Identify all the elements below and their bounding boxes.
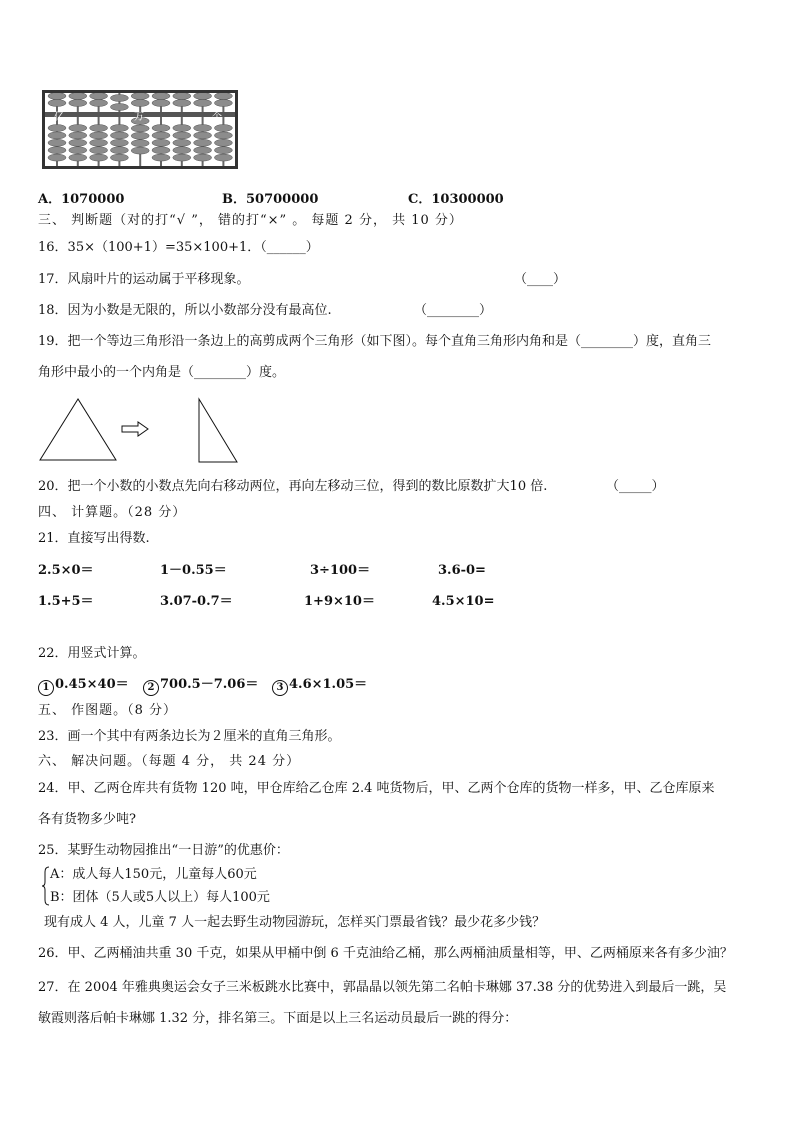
abacus-bead [152,132,170,139]
q22-item-1 [38,676,129,696]
question-23: 23．画一个其中有两条边长为２厘米的直角三角形。 [38,729,341,744]
abacus-bead [173,147,191,154]
q21-r1-c2: 1－0.55＝ [160,563,227,578]
abacus-bead [173,100,191,107]
abacus-label-yi: 亿 [54,112,64,123]
abacus-bead [69,100,87,107]
abacus-bead [131,140,149,147]
abacus-bead [48,139,66,146]
q21-r1-c1: 2.5×0＝ [38,563,94,578]
abacus-bead [194,154,212,161]
option-a-letter: A． [38,192,62,207]
abacus-bead [90,100,108,107]
abacus-bead [110,125,128,132]
question-18: 18．因为小数是无限的，所以小数部分没有最高位. [38,303,332,318]
q21-r2-c2: 3.07-0.7＝ [160,594,233,609]
abacus-label-ge: 个 [212,112,222,123]
q25-question: 现有成人 4 人，儿童 7 人一起去野生动物园游玩，怎样买门票最省钱？最少花多少钱？ [44,915,546,930]
abacus-label-wan: 万 [134,112,144,123]
abacus-bead [48,147,66,154]
abacus-bead [152,154,170,161]
q21-r2-c1: 1.5+5＝ [38,594,94,609]
abacus-bead [131,93,149,100]
abacus-bead [110,154,128,161]
q21-r1-c3: 3÷100＝ [310,563,371,578]
question-27-line1: 27．在 2004 年雅典奥运会女子三米板跳水比赛中，郭晶晶以领先第二名帕卡琳娜 37.38 分的优势进入到最后一跳，吴 [38,980,727,995]
abacus-bead [152,100,170,107]
abacus-bead [173,154,191,161]
abacus-bead [110,95,128,102]
question-22-title: 22．用竖式计算。 [38,646,146,661]
abacus-bead [69,139,87,146]
abacus-bead [214,154,232,161]
q22-item-2 [143,676,258,696]
abacus-bead [110,147,128,154]
q21-r2-c3: 1+9×10＝ [304,594,375,609]
abacus-bead [173,139,191,146]
triangle-figure [38,396,242,464]
question-17: 17．风扇叶片的运动属于平移现象。 [38,272,250,287]
option-b-value: 50700000 [246,192,319,207]
question-19-line2: 角形中最小的一个内角是（________）度。 [38,365,286,380]
abacus-bead [214,100,232,107]
question-17-blank: （____） [514,272,567,287]
abacus-bead [214,139,232,146]
question-21-title: 21．直接写出得数. [38,531,150,546]
abacus-bead [48,154,66,161]
question-27-line2: 敏霞则落后帕卡琳娜 1.32 分，排名第三。下面是以上三名运动员最后一跳的得分： [38,1011,518,1026]
section-5-title: 五、 作图题。（8 分） [38,703,178,718]
abacus-bead [214,93,232,100]
option-c-letter: C． [408,192,432,207]
abacus-bead [131,132,149,139]
abacus-bead [214,132,232,139]
section-4-title: 四、 计算题。（28 分） [38,505,187,520]
abacus-bead [194,139,212,146]
abacus-bead [90,132,108,139]
circled-number-1: 1 [38,680,54,696]
abacus-bead [152,147,170,154]
abacus-bead [194,100,212,107]
abacus-bead [69,154,87,161]
abacus-bead [90,125,108,132]
question-18-blank: （________） [414,303,493,318]
q25-option-a: A：成人每人150元，儿童每人60元 [50,867,257,882]
q21-r2-c4: 4.5×10= [432,594,495,609]
abacus-bead [173,125,191,132]
abacus-bead [48,100,66,107]
abacus-bead [69,147,87,154]
abacus-bead [48,93,66,100]
q22-item-2-expr: 700.5－7.06＝ [160,677,259,692]
equilateral-triangle [40,399,116,460]
abacus-bead [173,93,191,100]
abacus-bead [48,125,66,132]
abacus-bead [194,93,212,100]
abacus-bead [131,100,149,107]
question-25-title: 25．某野生动物园推出“一日游”的优惠价： [38,843,289,858]
abacus-bead [152,139,170,146]
option-c-value: 10300000 [431,192,504,207]
option-a [38,188,124,207]
q22-item-3-expr: 4.6×1.05＝ [289,677,368,692]
circled-number-3: 3 [272,680,288,696]
right-triangle [199,399,237,462]
abacus-bead [48,132,66,139]
section-6-title: 六、 解决问题。（每题 4 分， 共 24 分） [38,754,301,769]
abacus-bead [194,147,212,154]
abacus-bead [90,147,108,154]
abacus-bead [131,147,149,154]
abacus-bead [90,139,108,146]
option-c [408,188,504,207]
q22-item-3 [272,676,367,696]
question-24-line2: 各有货物多少吨? [38,812,136,827]
question-20: 20．把一个小数的小数点先向右移动两位，再向左移动三位，得到的数比原数扩大10 倍. [38,479,548,494]
question-16: 16．35×（100+1）=35×100+1．（______） [38,240,319,255]
abacus-bead [152,93,170,100]
question-20-blank: （_____） [606,479,665,494]
option-b-letter: B． [222,192,246,207]
abacus-bead [69,93,87,100]
abacus-bead [131,125,149,132]
question-26: 26．甲、乙两桶油共重 30 千克，如果从甲桶中倒 6 千克油给乙桶，那么两桶油质量相等，甲、乙两桶原来各有多少油？ [38,946,733,961]
abacus-bead [110,139,128,146]
q21-r1-c4: 3.6-0= [438,563,486,578]
abacus-bead [90,93,108,100]
brace-icon [42,866,50,906]
abacus-bead [110,132,128,139]
circled-number-2: 2 [143,680,159,696]
right-arrow-icon [122,422,148,436]
abacus-bead [194,125,212,132]
abacus-figure [42,90,238,170]
abacus-bead [152,125,170,132]
q25-option-b: B：团体（5人或5人以上）每人100元 [50,890,270,905]
abacus-bead [69,125,87,132]
q22-item-1-expr: 0.45×40＝ [55,677,129,692]
question-19-line1: 19．把一个等边三角形沿一条边上的高剪成两个三角形（如下图）。每个直角三角形内角和是（________）度，直角三 [38,334,712,349]
section-3-title: 三、 判断题（对的打“√ ”， 错的打“×” 。 每题 2 分， 共 10 分） [38,213,463,228]
abacus-bead [173,132,191,139]
option-a-value: 1070000 [61,192,125,207]
option-b [222,188,318,207]
abacus-bead [69,132,87,139]
abacus-bead [214,125,232,132]
abacus-bead [194,132,212,139]
abacus-bead [110,104,128,111]
question-24-line1: 24．甲、乙两仓库共有货物 120 吨，甲仓库给乙仓库 2.4 吨货物后，甲、乙两个仓库的货物一样多，甲、乙仓库原来 [38,781,715,796]
abacus-bead [90,154,108,161]
abacus-bead [214,147,232,154]
